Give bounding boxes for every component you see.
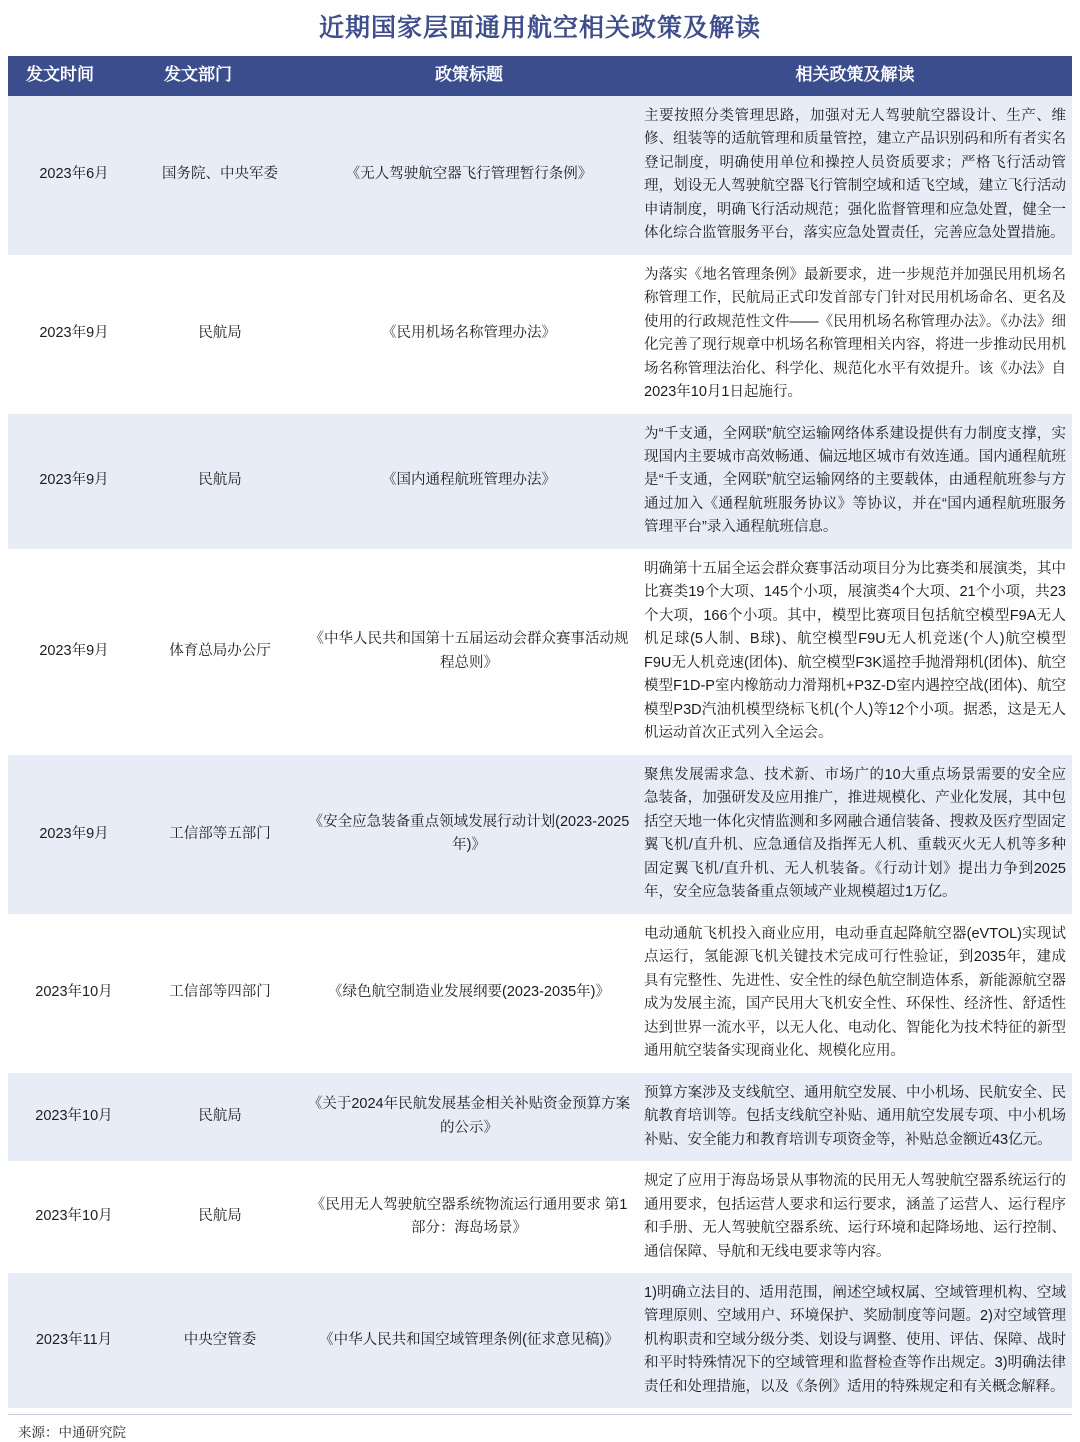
cell-desc: 聚焦发展需求急、技术新、市场广的10大重点场景需要的安全应急装备，加强研发及应用推广，推进规模化、产业化发展，其中包括空天地一体化灾情监测和多网融合通信装备、搜救及医疗型固定翼飞机/直升机、应急通信及指挥无人机、重载灭火无人机等多种固定翼飞机/直升机、无人机装备。《行动计划》提出力争到2025年，安全应急装备重点领域产业规模超过1万亿。: [638, 755, 1072, 914]
cell-date: 2023年6月: [8, 96, 140, 255]
cell-date: 2023年11月: [8, 1273, 140, 1408]
source-note: 来源：中通研究院: [18, 1425, 126, 1441]
table-row: [8, 96, 1072, 255]
table-body: [8, 96, 1072, 1409]
cell-desc: 明确第十五届全运会群众赛事活动项目分为比赛类和展演类，其中比赛类19个大项、145个小项，展演类4个大项、21个小项，共23个大项，166个小项。其中，模型比赛项目包括航空模型F9A无人机足球(5人制、B球)、航空模型F9U无人机竞迷(个人)航空模型F9U无人机竞速(团体)、航空模型F3K遥控手抛滑翔机(团体)、航空模型F1D-P室内橡筋动力滑翔机+P3Z-D室内遇控空战(团体)、航空模型P3D汽油机模型绕标飞机(个人)等12个小项。据悉，这是无人机运动首次正式列入全运会。: [638, 549, 1072, 755]
table-row: [8, 1161, 1072, 1273]
cell-dept: 工信部等四部门: [140, 914, 300, 1073]
cell-desc: 为落实《地名管理条例》最新要求，进一步规范并加强民用机场名称管理工作，民航局正式印发首部专门针对民用机场命名、更名及使用的行政规范性文件——《民用机场名称管理办法》。《办法》细化完善了现行规章中机场名称管理相关内容，将进一步推动民用机场名称管理法治化、科学化、规范化水平有效提升。该《办法》自2023年10月1日起施行。: [638, 255, 1072, 414]
cell-policy: 《国内通程航班管理办法》: [300, 414, 638, 549]
policy-table: [8, 56, 1072, 1408]
table-row: [8, 549, 1072, 755]
cell-dept: 中央空管委: [140, 1273, 300, 1408]
title-bar: [8, 0, 1072, 56]
cell-dept: 民航局: [140, 255, 300, 414]
column-header-desc: 相关政策及解读: [795, 65, 915, 84]
table-row: [8, 914, 1072, 1073]
cell-dept: 民航局: [140, 414, 300, 549]
cell-desc: 规定了应用于海岛场景从事物流的民用无人驾驶航空器系统运行的通用要求，包括运营人要求和运行要求，涵盖了运营人、运行程序和手册、无人驾驶航空器系统、运行环境和起降场地、运行控制、通信保障、导航和无线电要求等内容。: [638, 1161, 1072, 1273]
cell-policy: 《民用机场名称管理办法》: [300, 255, 638, 414]
cell-policy: 《中华人民共和国第十五届运动会群众赛事活动规程总则》: [300, 549, 638, 755]
page-title: 近期国家层面通用航空相关政策及解读: [318, 13, 761, 42]
column-header-date: 发文时间: [26, 65, 94, 84]
cell-policy: 《中华人民共和国空域管理条例(征求意见稿)》: [300, 1273, 638, 1408]
cell-policy: 《民用无人驾驶航空器系统物流运行通用要求 第1部分：海岛场景》: [300, 1161, 638, 1273]
cell-date: 2023年9月: [8, 549, 140, 755]
cell-desc: 主要按照分类管理思路，加强对无人驾驶航空器设计、生产、维修、组装等的适航管理和质量管控，建立产品识别码和所有者实名登记制度，明确使用单位和操控人员资质要求；严格飞行活动管理，划设无人驾驶航空器飞行管制空域和适飞空域，建立飞行活动申请制度，明确飞行活动规范；强化监督管理和应急处置，健全一体化综合监管服务平台，落实应急处置责任，完善应急处置措施。: [638, 96, 1072, 255]
table-row: [8, 1073, 1072, 1161]
cell-dept: 民航局: [140, 1161, 300, 1273]
table-row: [8, 414, 1072, 549]
cell-desc: 预算方案涉及支线航空、通用航空发展、中小机场、民航安全、民航教育培训等。包括支线航空补贴、通用航空发展专项、中小机场补贴、安全能力和教育培训专项资金等，补贴总金额近43亿元。: [638, 1073, 1072, 1161]
cell-dept: 体育总局办公厅: [140, 549, 300, 755]
cell-desc: 1)明确立法目的、适用范围，阐述空域权属、空域管理机构、空域管理原则、空域用户、环境保护、奖励制度等问题。2)对空域管理机构职责和空域分级分类、划设与调整、使用、评估、保障、战时和平时特殊情况下的空域管理和监督检查等作出规定。3)明确法律责任和处理措施，以及《条例》适用的特殊规定和有关概念解释。: [638, 1273, 1072, 1408]
cell-policy: 《绿色航空制造业发展纲要(2023-2035年)》: [300, 914, 638, 1073]
table-header-row: [8, 56, 1072, 96]
table-row: [8, 755, 1072, 914]
cell-date: 2023年9月: [8, 755, 140, 914]
cell-dept: 国务院、中央军委: [140, 96, 300, 255]
cell-dept: 民航局: [140, 1073, 300, 1161]
cell-desc: 电动通航飞机投入商业应用，电动垂直起降航空器(eVTOL)实现试点运行，氢能源飞机关键技术完成可行性验证，到2035年，建成具有完整性、先进性、安全性的绿色航空制造体系，新能源航空器成为发展主流，国产民用大飞机安全性、环保性、经济性、舒适性达到世界一流水平，以无人化、电动化、智能化为技术特征的新型通用航空装备实现商业化、规模化应用。: [638, 914, 1072, 1073]
column-header-dept: 发文部门: [164, 65, 232, 84]
cell-date: 2023年9月: [8, 255, 140, 414]
cell-date: 2023年10月: [8, 914, 140, 1073]
cell-desc: 为“千支通，全网联”航空运输网络体系建设提供有力制度支撑，实现国内主要城市高效畅通、偏远地区城市有效连通。国内通程航班是“千支通，全网联”航空运输网络的主要载体，由通程航班参与方通过加入《通程航班服务协议》等协议，并在“国内通程航班服务管理平台”录入通程航班信息。: [638, 414, 1072, 549]
cell-date: 2023年9月: [8, 414, 140, 549]
cell-policy: 《安全应急装备重点领域发展行动计划(2023-2025年)》: [300, 755, 638, 914]
cell-date: 2023年10月: [8, 1161, 140, 1273]
table-row: [8, 255, 1072, 414]
column-header-policy: 政策标题: [435, 65, 503, 84]
cell-policy: 《关于2024年民航发展基金相关补贴资金预算方案的公示》: [300, 1073, 638, 1161]
cell-dept: 工信部等五部门: [140, 755, 300, 914]
cell-policy: 《无人驾驶航空器飞行管理暂行条例》: [300, 96, 638, 255]
table-header: [8, 56, 1072, 96]
cell-date: 2023年10月: [8, 1073, 140, 1161]
table-row: [8, 1273, 1072, 1408]
footer: [8, 1414, 1072, 1442]
